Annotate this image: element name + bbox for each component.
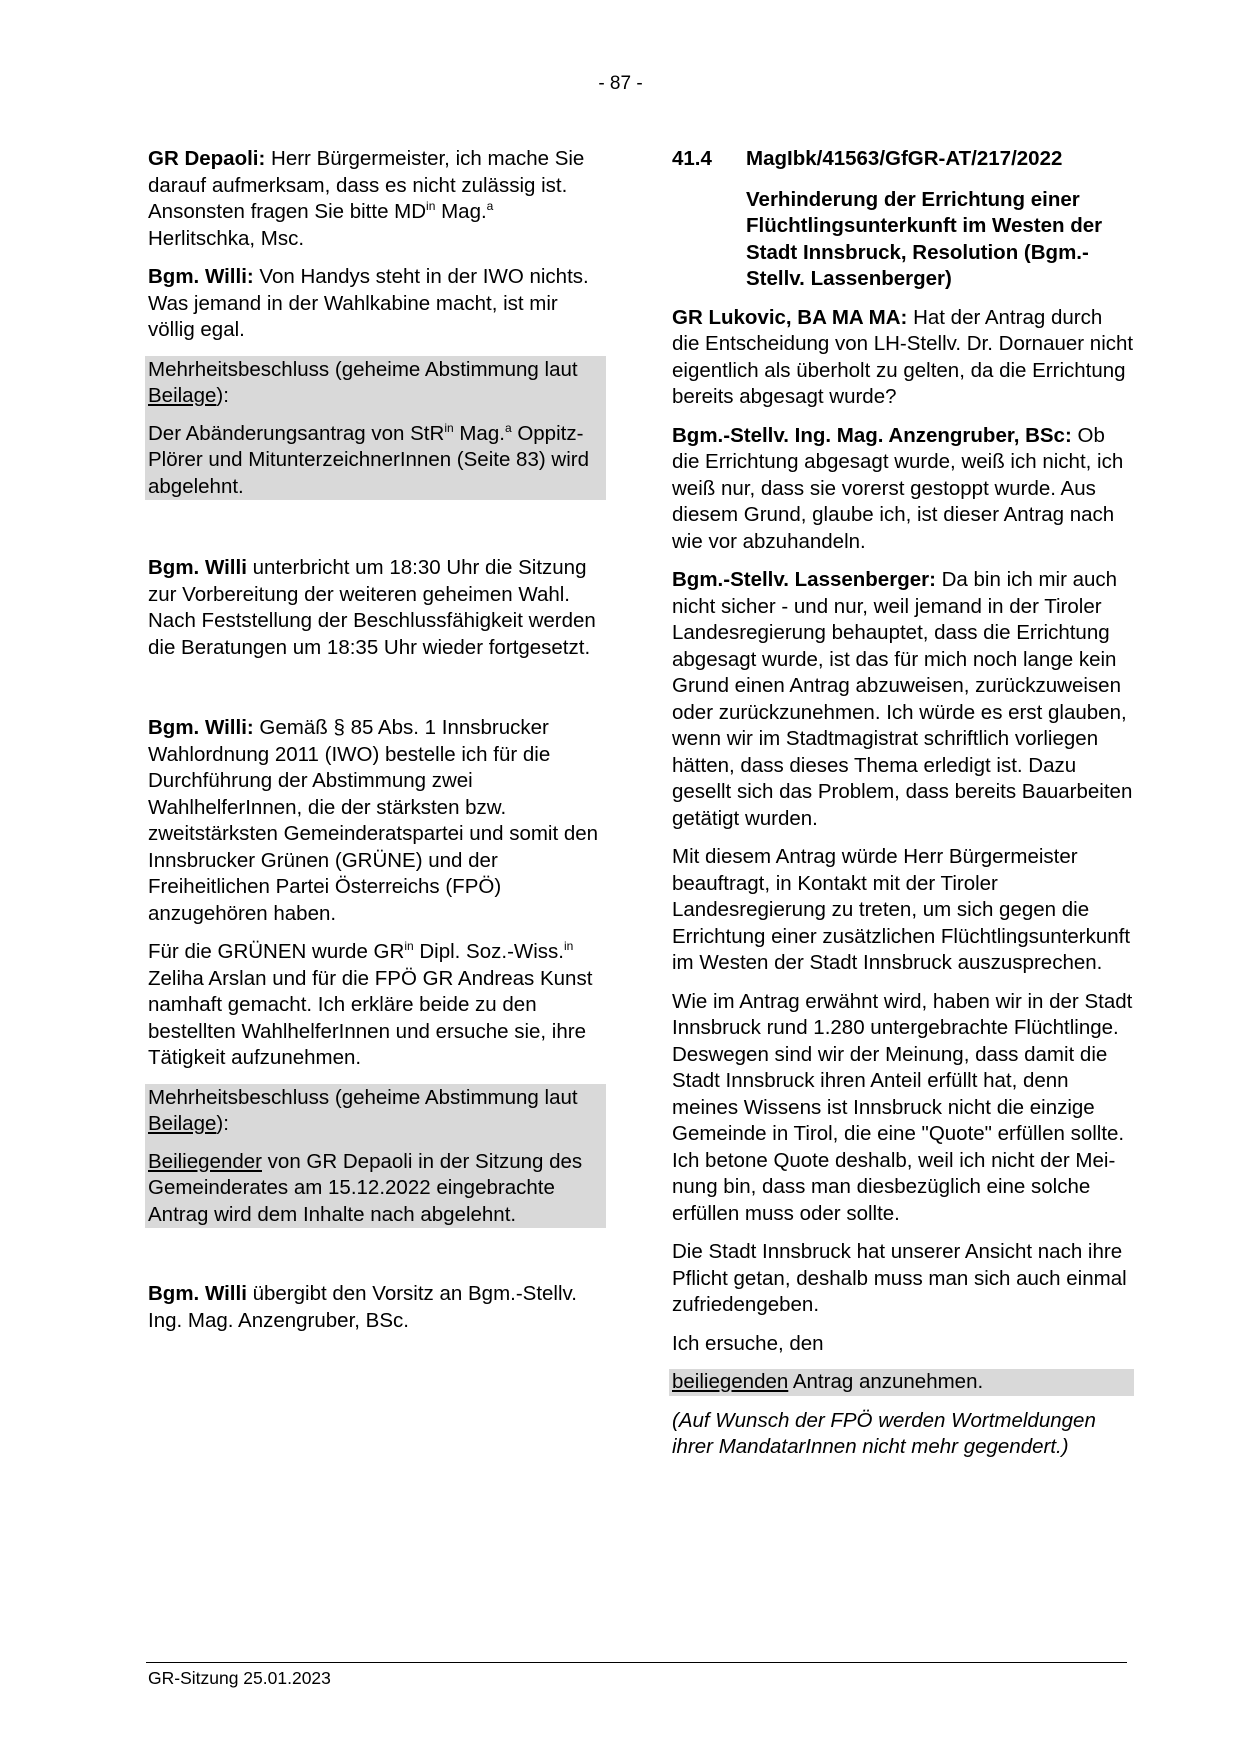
speech-willi-1: Bgm. Willi: Von Handys steht in der IWO nichts. Was jemand in der Wahlkabine macht, ist mir völlig egal.: [148, 265, 589, 341]
item-reference: MagIbk/41563/GfGR-AT/217/2022: [746, 147, 1063, 170]
session-break-note: Bgm. Willi unterbricht um 18:30 Uhr die Sitzung zur Vorbereitung der weiteren geheimen Wahl. Nach Feststellung der Beschlussfähigkeit werden die Beratungen um 18:35 Uhr wieder fortgesetzt.: [148, 556, 596, 659]
item-subject: Verhinderung der Errichtung einer Flüchtlingsunterkunft im Westen der Stadt Innsbruck, Resolution (Bgm.-Stellv. Lassenberger): [746, 187, 1103, 290]
beiliegender-link[interactable]: Beiliegender: [148, 1149, 262, 1173]
speech-lassenberger-5: Ich ersuche, den: [672, 1331, 824, 1355]
resolution-text: Beiliegender von GR Depaoli in der Sitzung des Gemeinderates am 15.12.2022 eingebrachte Antrag wird dem Inhalte nach abgelehnt.: [148, 1149, 583, 1226]
speech-depaoli: GR Depaoli: Herr Bürgermeister, ich mache Sie darauf aufmerksam, dass es nicht zulässig ist. Ansonsten fragen Sie bitte $MD^{in}$ Mag.$^a$ Herlitschka, Msc.: [148, 147, 585, 250]
chair-handover-note: Bgm. Willi übergibt den Vorsitz an Bgm.-Stellv. Ing. Mag. Anzengruber, BSc.: [148, 1282, 577, 1332]
speech-lassenberger-4: Die Stadt Innsbruck hat unserer Ansicht nach ihre Pflicht getan, deshalb muss man sich auch einmal zufriedengeben.: [672, 1240, 1127, 1316]
election-helpers-paragraph: Für die GRÜNEN wurde $GR^{in}$ Dipl. Soz.-Wiss.$^{in}$ Zeliha Arslan und für die FPÖ GR Andreas Kunst namhaft gemacht. Ich erkläre beide zu den bestellten WahlhelferInnen und ersuche sie, ihre Tätigkeit aufzunehmen.: [148, 939, 593, 1069]
speech-lassenberger-3: Wie im Antrag erwähnt wird, haben wir in der Stadt Innsbruck rund 1.280 untergebrachte Flüchtlinge. Deswegen sind wir der Meinung, dass damit die Stadt Innsbruck ihren Anteil erfüllt hat, denn meines Wissens ist Innsbruck nicht die einzige Gemeinde in Tirol, die eine "Quote" erfüllen sollte. Ich betone Quote deshalb, weil ich nicht der Meinung bin, dass man diesbezüglich eine solche erfüllen muss oder sollte.: [672, 989, 1133, 1225]
page-number: - 87 -: [598, 73, 643, 94]
speech-lassenberger-2: Mit diesem Antrag würde Herr Bürgermeister beauftragt, in Kontakt mit der Tiroler Landesregierung zu treten, um sich gegen die Errichtung einer zusätzlichen Flüchtlingsunterkunft im Westen der Stadt Innsbruck auszusprechen.: [672, 845, 1131, 974]
speaker: Bgm. Willi: [148, 1282, 247, 1305]
speech-lukovic: GR Lukovic, BA MA MA: Hat der Antrag durch die Entscheidung von LH-Stellv. Dr. Dornauer nicht eigentlich als überholt zu gelten, da die Errichtung bereits abgesagt wurde?: [672, 305, 1134, 408]
footer-divider: [146, 1662, 1127, 1663]
footer-text: GR-Sitzung 25.01.2023: [148, 1668, 331, 1688]
item-number: 41.4: [672, 147, 712, 170]
speaker: Bgm.-Stellv. Lassenberger:: [672, 568, 936, 591]
beilage-link[interactable]: Beilage: [148, 1112, 217, 1135]
speaker: Bgm. Willi: [148, 556, 247, 579]
agenda-item-heading: [672, 146, 1134, 173]
left-column: [148, 146, 606, 1346]
beiliegenden-link[interactable]: beiliegenden: [672, 1370, 789, 1393]
right-column: [672, 146, 1134, 1473]
speaker: GR Depaoli:: [148, 147, 266, 170]
resolution-box-1: [145, 356, 606, 501]
speech-anzengruber: Bgm.-Stellv. Ing. Mag. Anzengruber, BSc: Ob die Errichtung abgesagt wurde, weiß ich nicht, ich weiß nur, dass sie vorerst gestoppt wurde. Aus diesem Grund, glaube ich, ist dieser Antrag nach wie vor abzuhandeln.: [672, 423, 1124, 553]
resolution-title: Mehrheitsbeschluss (geheime Abstimmung laut Beilage):: [148, 1085, 578, 1135]
speech-willi-2: Bgm. Willi: Gemäß § 85 Abs. 1 Innsbrucker Wahlordnung 2011 (IWO) bestelle ich für die Durchführung der Abstimmung zwei WahlhelferInnen, die der stärksten bzw. zweitstärksten Gemeinderatspartei und somit den Innsbrucker Grünen (GRÜNE) und der Freiheitlichen Partei Österreichs (FPÖ) anzugehören haben.: [148, 716, 599, 925]
speech-lassenberger-1: Bgm.-Stellv. Lassenberger: Da bin ich mir auch nicht sicher - und nur, weil jemand in der Tiroler Landesregierung behauptet, dass die Errichtung abgesagt wurde, ist das für mich noch lange kein Grund einen Antrag abzuweisen, zurückzuweisen oder zurückzunehmen. Ich würde es erst glauben, wenn wir im Stadtmagistrat schriftlich vorliegen hätten, dass dieses Thema erledigt ist. Dazu gesellt sich das Problem, dass bereits Bauarbeiten getätigt wurden.: [672, 568, 1133, 830]
motion-text: beiliegenden Antrag anzunehmen.: [672, 1370, 984, 1393]
fpo-note: (Auf Wunsch der FPÖ werden Wortmeldungen ihrer MandatarInnen nicht mehr gegendert.): [672, 1408, 1096, 1458]
speaker: Bgm. Willi:: [148, 265, 254, 288]
resolution-text: Der Abänderungsantrag von StR$^{in}$ Mag.$^a$ Oppitz-Plörer und MitunterzeichnerInnen (Seite 83) wird abgelehnt.: [148, 420, 589, 498]
resolution-box-2: [145, 1084, 606, 1229]
beilage-link[interactable]: Beilage: [148, 384, 217, 407]
motion-box: [669, 1369, 1134, 1396]
resolution-title: Mehrheitsbeschluss (geheime Abstimmung laut Beilage):: [148, 357, 578, 407]
speaker: GR Lukovic, BA MA MA:: [672, 305, 908, 329]
speaker: Bgm.-Stellv. Ing. Mag. Anzengruber, BSc:: [672, 423, 1072, 447]
speaker: Bgm. Willi:: [148, 716, 254, 739]
